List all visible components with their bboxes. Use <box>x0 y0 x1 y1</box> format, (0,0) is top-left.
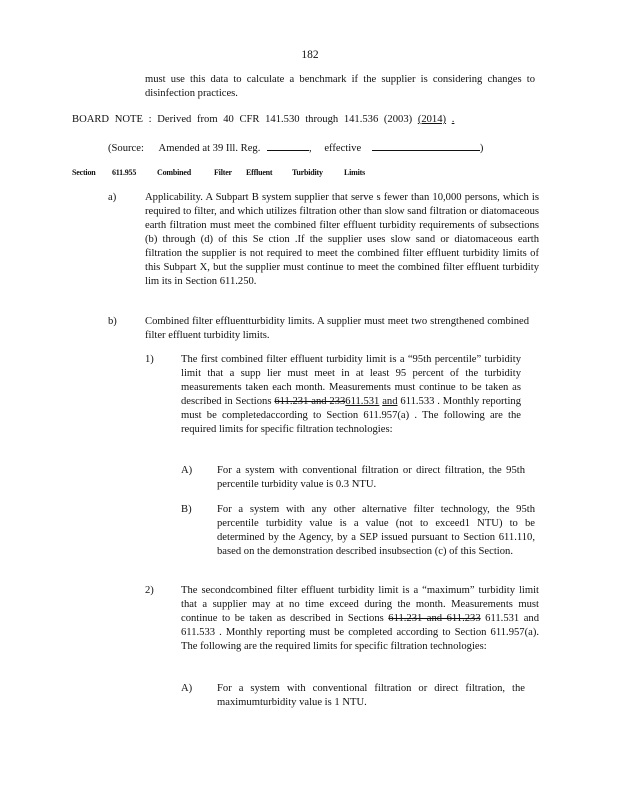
b1-text-part1: The first combined filter effluent turbidity limit is a “95th percentile” turbidity limit that a supp lier must meet in at least 95 percent of the turbidity measurements taken each month. Measurements must continue to be taken as described in Sections <box>181 354 521 407</box>
section-label: Section <box>72 168 96 177</box>
source-effective: effective <box>324 143 362 154</box>
intro-paragraph: must use this data to calculate a benchmark if the supplier is considering changes to disinfection practices. <box>145 74 535 99</box>
subsection-b2A-marker: A) <box>181 683 193 694</box>
source-open: (Source: <box>108 143 144 154</box>
subsection-b1B-marker: B) <box>181 504 192 515</box>
source-close: ) <box>479 143 484 154</box>
b2-struck-refs: 611.231 and 611.233 <box>388 613 481 624</box>
b1-and: and <box>382 396 398 407</box>
subsection-b1-marker: 1) <box>145 354 154 365</box>
subsection-a-marker: a) <box>108 192 117 203</box>
board-note <box>72 113 492 127</box>
source-reg-blank <box>267 139 309 151</box>
subsection-b2-text <box>181 584 539 654</box>
source-comma: , <box>309 143 312 154</box>
b1-new-ref: 611.531 <box>345 396 380 407</box>
subsection-b-text: Combined filter effluentturbidity limits. A supplier must meet two strengthened combined filter effluent turbidity limits. <box>145 316 529 341</box>
subsection-b1-text <box>181 353 521 437</box>
source-line <box>108 139 508 156</box>
page-number: 182 <box>301 49 319 61</box>
b1-text-part2: 611.533 . Monthly reporting must be completedaccording to Section 611.957(a) . The following are the required limits for specific filtration technologies: <box>181 396 521 435</box>
b2-text-part2: 611.531 and 611.533 . Monthly reporting must be completed according to Section 611.957(a). The following are the required limits for specific filtration technologies: <box>181 613 540 652</box>
subsection-b-marker: b) <box>108 316 117 327</box>
heading-word-effluent: Effluent <box>246 168 273 177</box>
b1-struck-refs: 611.231 and 233 <box>274 396 346 407</box>
subsection-b1A-marker: A) <box>181 465 193 476</box>
section-heading <box>72 166 372 180</box>
heading-word-limits: Limits <box>344 168 366 177</box>
section-number: 611.955 <box>112 168 137 177</box>
subsection-b1B-text: For a system with any other alternative filter technology, the 95th percentile turbidity value is a value (not to exceed1 NTU) to be determined by the Agency, by a SEP issued pursuant to Section 611.110, based on the demonstration described insubsection (c) of this Section. <box>217 504 535 557</box>
subsection-b2-marker: 2) <box>145 585 154 596</box>
heading-word-combined: Combined <box>157 168 191 177</box>
board-note-year: (2014) <box>417 114 447 125</box>
subsection-b2A-text: For a system with conventional filtration or direct filtration, the maximumturbidity value is 1 NTU. <box>217 683 525 708</box>
subsection-b1A-text: For a system with conventional filtration or direct filtration, the 95th percentile turbidity value is 0.3 NTU. <box>217 465 525 490</box>
board-note-text: BOARD NOTE : Derived from 40 CFR 141.530 through 141.536 (2003) <box>72 114 413 125</box>
source-amended: Amended at 39 Ill. Reg. <box>158 143 261 154</box>
source-date-blank <box>372 139 480 151</box>
heading-word-turbidity: Turbidity <box>292 168 323 177</box>
heading-word-filter: Filter <box>214 168 232 177</box>
subsection-a-text: Applicability. A Subpart B system supplier that serve s fewer than 10,000 persons, which is required to filter, and which utilizes filtration other than slow sand filtration or diatomaceous earth filtration must meet the combined filter effluent turbidity requirements of subsections (b) through (d) of this Se ction .If the supplier uses slow sand or diatomaceous earth filtration the supplier is not required to meet the combined filter effluent turbidity limits of this Subpart X, but the supplier must continue to meet the combined filter effluent turbidity lim its in Section 611.250. <box>145 192 539 287</box>
board-note-end: . <box>451 114 455 125</box>
b2-text-part1: The secondcombined filter effluent turbidity limit is a “maximum” turbidity limit that a supplier may at no time exceed during the month. Measurements must continue to be taken as described in Sections <box>181 585 539 624</box>
